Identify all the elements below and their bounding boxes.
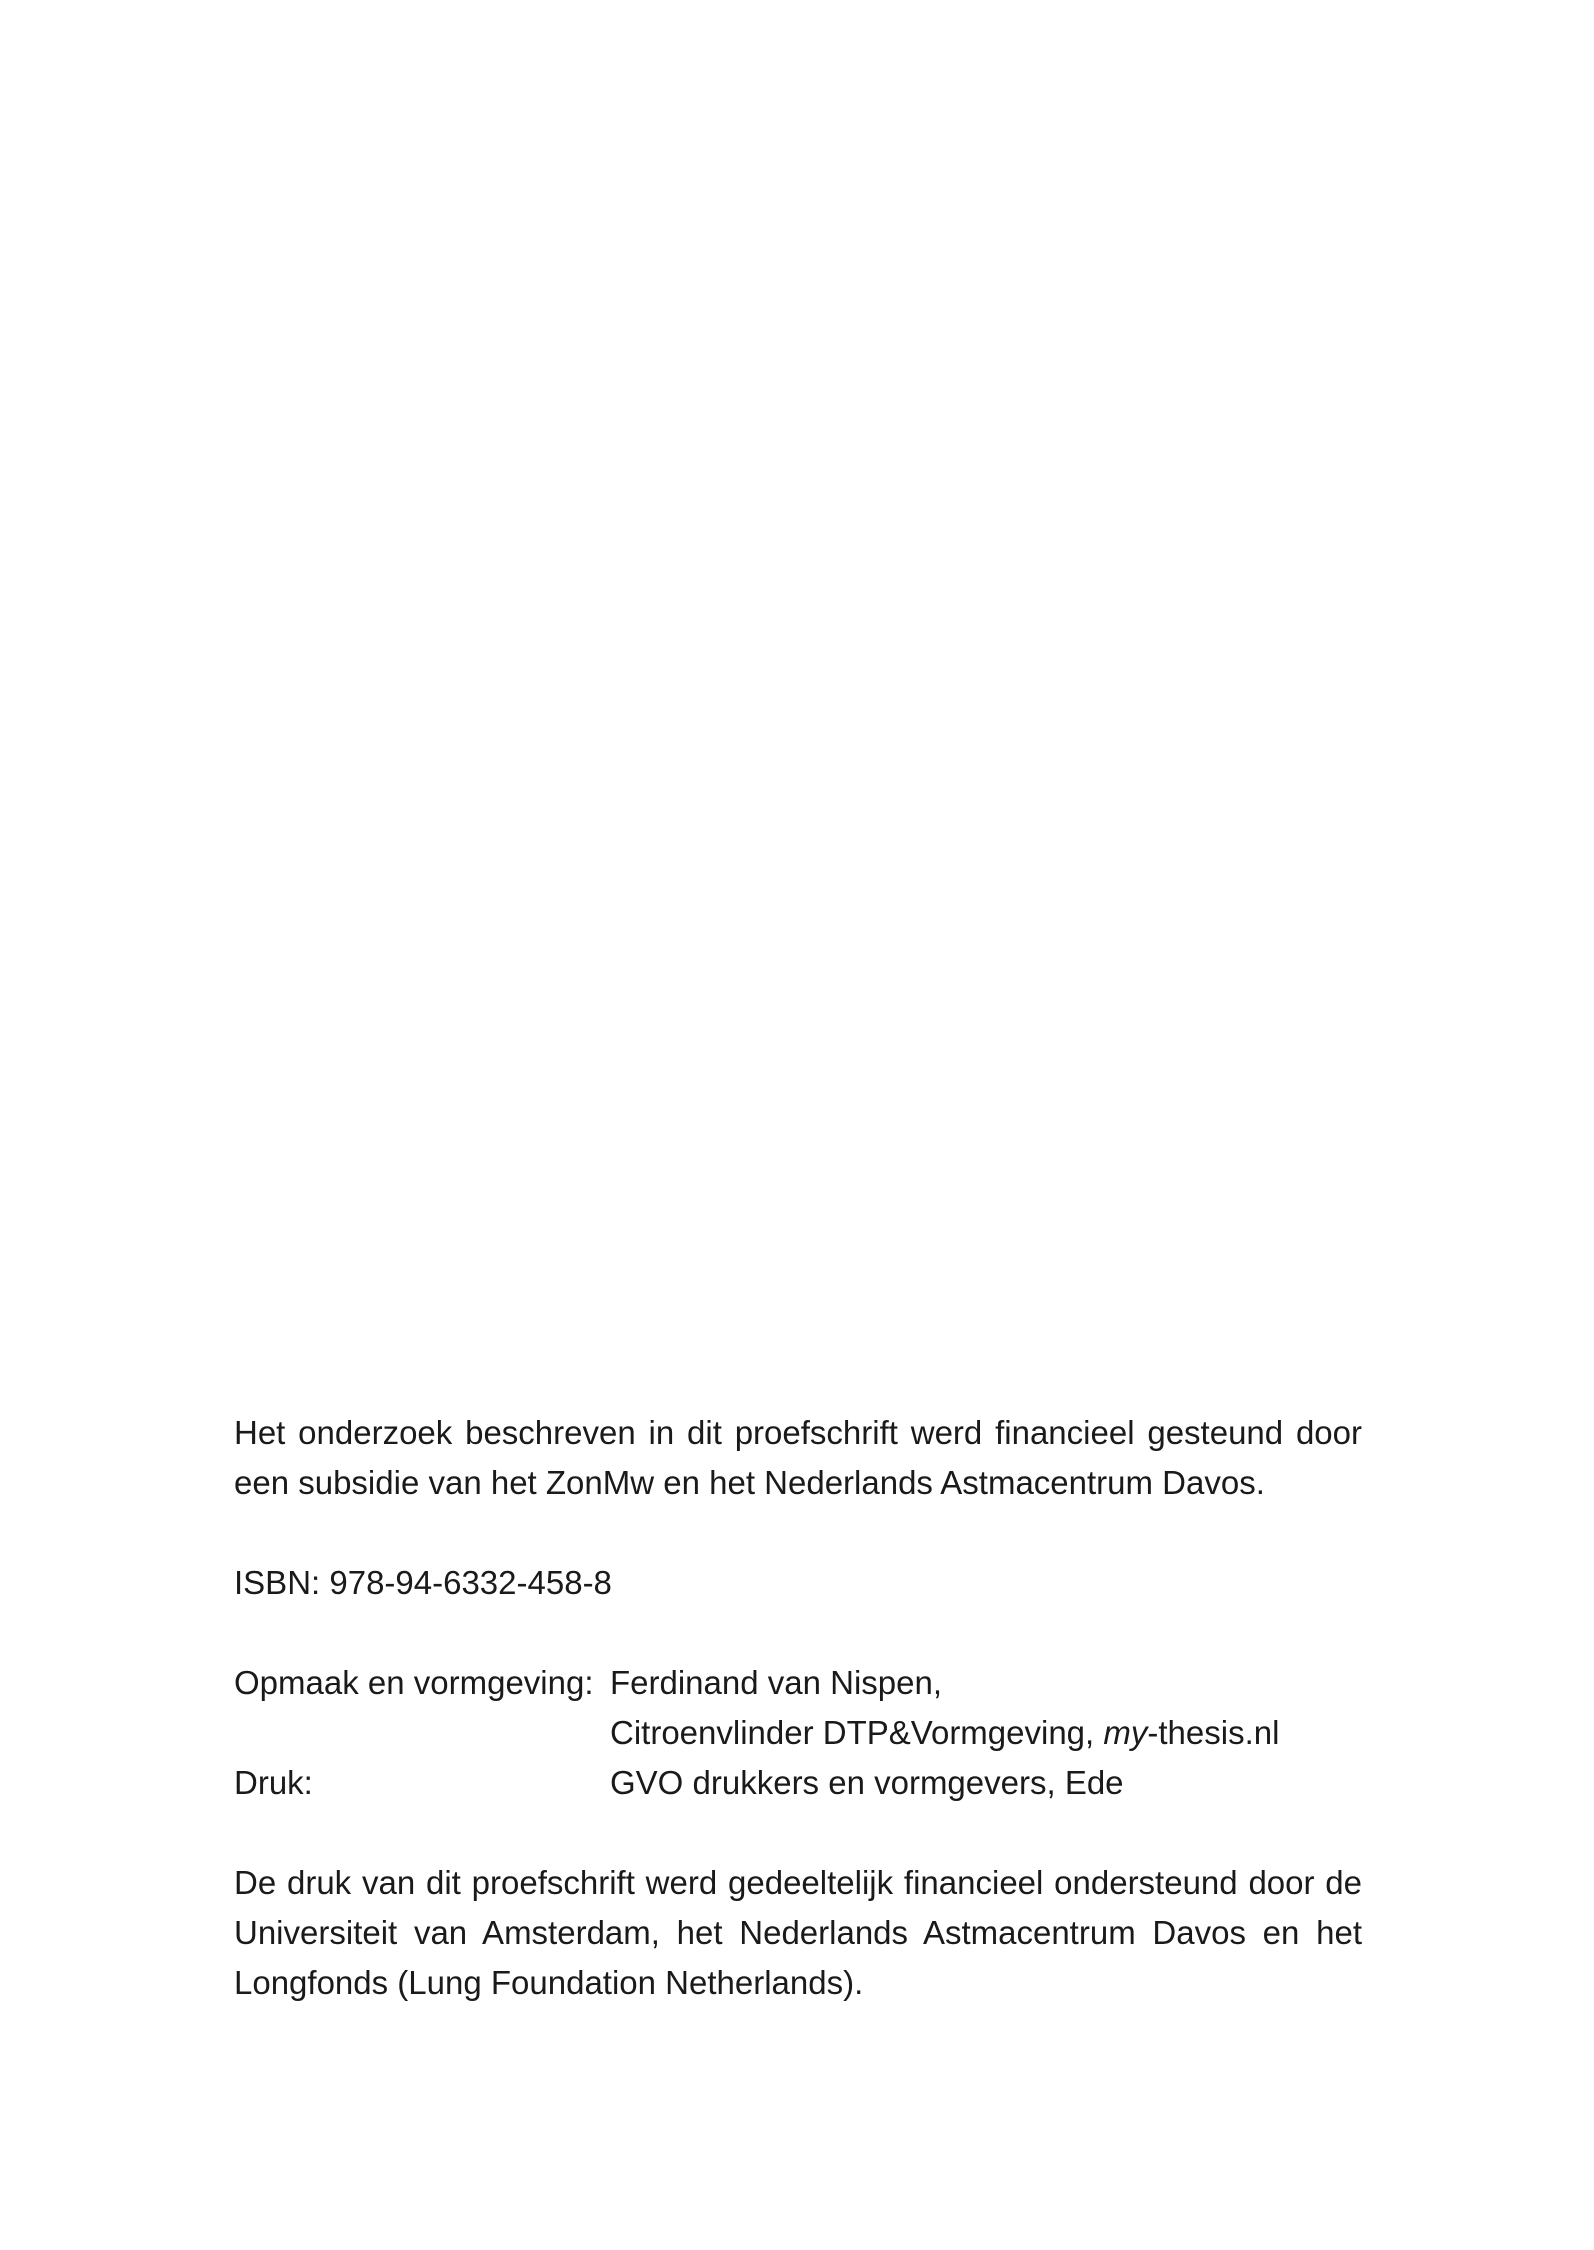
credits-table	[234, 1658, 1362, 1808]
print-value: GVO drukkers en vormgevers, Ede	[610, 1764, 1124, 1801]
layout-value-line2-suffix: -thesis.nl	[1147, 1714, 1280, 1751]
layout-label: Opmaak en vormgeving:	[234, 1664, 594, 1701]
funding-paragraph: Het onderzoek beschreven in dit proefschrift werd financieel gesteund door een subsidie van het ZonMw en het Nederlands Astmacentrum Davos.	[234, 1414, 1362, 1501]
layout-value-line1: Ferdinand van Nispen,	[610, 1664, 943, 1701]
print-support-paragraph: De druk van dit proefschrift werd gedeeltelijk financieel ondersteund door de Universiteit van Amsterdam, het Nederlands Astmacentrum Davos en het Longfonds (Lung Foundation Netherlands).	[234, 1864, 1362, 2001]
print-label: Druk:	[234, 1764, 313, 1801]
layout-value-line2-italic: my	[1103, 1714, 1148, 1751]
colophon-block	[234, 1408, 1362, 2008]
layout-value-line2	[610, 1708, 1362, 1758]
layout-value-line2-prefix: Citroenvlinder DTP&Vormgeving,	[610, 1714, 1104, 1751]
layout-label-spacer	[234, 1708, 610, 1758]
isbn: ISBN: 978-94-6332-458-8	[234, 1564, 612, 1601]
